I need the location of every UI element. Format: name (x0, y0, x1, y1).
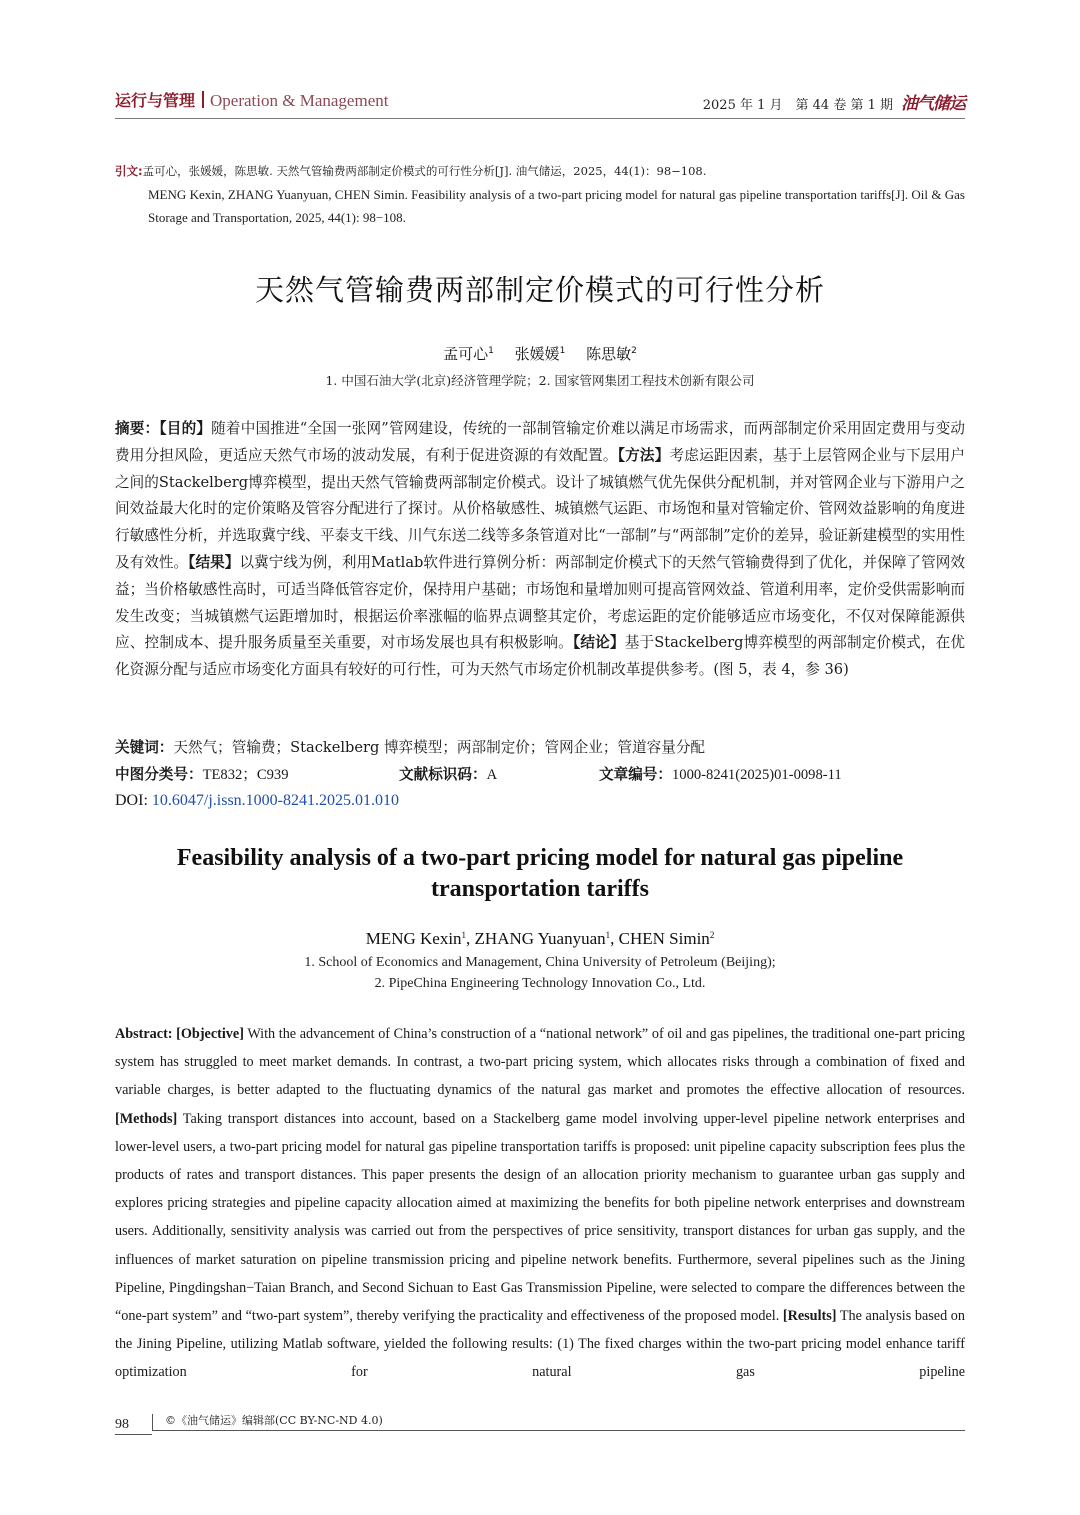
section-label-en: Operation & Management (210, 91, 389, 110)
author-name: CHEN Simin (618, 929, 710, 948)
page-number: 98 (115, 1417, 129, 1432)
author-affil-mark: 2 (631, 346, 637, 356)
doi-label: DOI: (115, 792, 148, 809)
running-header (115, 84, 965, 119)
copyright-notice: ©《油气储运》编辑部(CC BY-NC-ND 4.0) (165, 1414, 383, 1427)
author-affil-mark: 1 (605, 930, 611, 940)
objective-tag-en: [Objective] (176, 1026, 244, 1042)
author-name: 孟可心 (443, 345, 489, 363)
affiliation-en-line: 2. PipeChina Engineering Technology Innovation Co., Ltd. (374, 976, 706, 991)
footer-divider (152, 1414, 153, 1431)
citation-cn: 孟可心，张媛媛，陈思敏. 天然气管输费两部制定价模式的可行性分析[J]. 油气储运，2025，44(1)：98−108. (142, 164, 707, 178)
clc-value: TE832；C939 (202, 767, 289, 783)
doc-label: 文献标识码： (399, 766, 487, 783)
author-affil-mark: 1 (488, 346, 494, 356)
affiliation-en (0, 952, 1080, 994)
results-cn: 以冀宁线为例，利用Matlab软件进行算例分析：两部制定价模式下的天然气管输费得到了优化，并保障了管网效益；当价格敏感性高时，可适当降低管容定价，保持用户基础；市场饱和量增加则可提高管网效益、管道利用率，定价受供需影响而发生改变；当城镇燃气运距增加时，根据运价率涨幅的临界点调整其定价，考虑运距的定价能够适应市场变化，不仅对保障能源供应、控制成本、提升服务质量至关重要，对市场发展也具有积极影响。 (115, 553, 965, 652)
page-footer (115, 1412, 965, 1432)
keywords-text: 天然气；管输费；Stackelberg 博弈模型；两部制定价；管网企业；管道容量分配 (173, 739, 706, 756)
results-tag-cn: 【结果】 (188, 553, 240, 571)
author-name: 张媛媛 (514, 345, 560, 363)
keywords-label: 关键词： (115, 739, 174, 756)
abstract-cn (115, 416, 965, 684)
article-value: 1000-8241(2025)01-0098-11 (671, 767, 842, 783)
doi-link[interactable]: 10.6047/j.issn.1000-8241.2025.01.010 (151, 792, 400, 809)
article-label: 文章编号： (599, 766, 672, 783)
abstract-en (115, 1020, 965, 1387)
citation-en: MENG Kexin, ZHANG Yuanyuan, CHEN Simin. Feasibility analysis of a two-part pricing model for natural gas pipeline transportation tariffs[J]. Oil & Gas Storage and Transportation, 2025, 44(1): 98−108. (148, 187, 965, 225)
abstract-cn-label: 摘要： (115, 420, 160, 437)
issue-info (703, 89, 965, 114)
methods-tag-cn: 【方法】 (617, 446, 670, 464)
page-title-cn: 天然气管输费两部制定价模式的可行性分析 (254, 273, 825, 307)
author-cn (586, 345, 637, 363)
author-cn (443, 345, 494, 363)
issue-text: 2025 年 1 月 第 44 卷 第 1 期 (702, 98, 893, 113)
author-name: MENG Kexin (365, 929, 462, 948)
methods-cn: 考虑运距因素，基于上层管网企业与下层用户之间的Stackelberg博弈模型，提出天然气管输费两部制定价模式。设计了城镇燃气优先保供分配机制，并对管网企业与下游用户之间效益最大化时的定价策略及管容分配进行了探讨。从价格敏感性、城镇燃气运距、市场饱和量对管输定价、管网效益影响的角度进行敏感性分析，并选取冀宁线、平泰支干线、川气东送二线等多条管道对比“一部制”与“两部制”定价的差异，验证新建模型的实用性及有效性。 (115, 446, 965, 571)
footer-divider (115, 1434, 152, 1435)
author-en (619, 929, 715, 948)
author-name: ZHANG Yuanyuan (474, 929, 606, 948)
objective-en: With the advancement of China’s construction of a “national network” of oil and gas pipelines, the traditional one-part pricing system has struggled to meet market demands. In contrast, a two-part pricing system, which allocates risks through a combination of fixed and variable charges, is better adapted to the fluctuating dynamics of the natural gas market and promotes the effective allocation of resources. (115, 1026, 966, 1099)
section-label-cn: 运行与管理 (115, 91, 196, 110)
classification-line (115, 763, 965, 784)
author-affil-mark: 2 (709, 930, 715, 940)
author-en (475, 929, 611, 948)
conclusion-cn: 基于Stackelberg博弈模型的两部制定价模式，在优化资源分配与适应市场变化方面具有较好的可行性，可为天然气市场定价机制改革提供参考。(图 5，表 4，参 36) (115, 634, 965, 679)
authors-cn (0, 343, 1080, 364)
clc-label: 中图分类号： (115, 766, 203, 783)
author-affil-mark: 1 (559, 346, 566, 356)
author-en (366, 929, 466, 948)
document-code (399, 763, 497, 784)
methods-tag-en: [Methods] (115, 1110, 178, 1127)
clc-code (115, 766, 289, 783)
citation-cn-line (115, 160, 965, 183)
results-tag-en: [Results] (782, 1308, 837, 1325)
author-name: 陈思敏 (586, 345, 632, 363)
objective-tag-cn: 【目的】 (159, 420, 212, 437)
keywords-cn (115, 736, 965, 757)
section-label (115, 88, 388, 111)
footer-divider (152, 1430, 965, 1431)
results-en: The analysis based on the Jining Pipeline, utilizing Matlab software, yielded the following results: (1) The fixed charges within the two-part pricing model enhance tariff optimization for natural gas pipeline (115, 1308, 965, 1381)
author-affil-mark: 1 (461, 930, 467, 940)
affiliation-cn: 1. 中国石油大学(北京)经济管理学院；2. 国家管网集团工程技术创新有限公司 (325, 373, 755, 388)
objective-cn: 随着中国推进“全国一张网”管网建设，传统的一部制管输定价难以满足市场需求，而两部制定价采用固定费用与变动费用分担风险，更适应天然气市场的波动发展，有利于促进资源的有效配置。 (115, 420, 965, 464)
page-title-en: Feasibility analysis of a two-part pricing model for natural gas pipeline transportation tariffs (176, 845, 904, 902)
abstract-en-label: Abstract: (115, 1026, 173, 1042)
conclusion-tag-cn: 【结论】 (572, 634, 625, 652)
methods-en: Taking transport distances into account, based on a Stackelberg game model involving upper-level pipeline network enterprises and lower-level users, a two-part pricing model for natural gas pipeline transportation tariffs is proposed: unit pipeline capacity subscription fees plus the products of rates and transport distances. This paper presents the design of an allocation priority mechanism to guarantee urban gas supply and explores pricing strategies and pipeline capacity allocation aimed at maximizing the benefits for both pipeline network enterprises and downstream users. Additionally, sensitivity analysis was carried out from the perspectives of price sensitivity, transport distances for urban gas supply, and the influences of market saturation on pipeline transmission pricing and pipeline network benefits. Furthermore, several pipelines such as the Jining Pipeline, Pingdingshan−Taian Branch, and Second Sichuan to East Gas Transmission Pipeline, were selected to compare the differences between the “one-part system” and “two-part system”, thereby verifying the practicality and effectiveness of the proposed model. (115, 1110, 965, 1325)
doi-line (115, 792, 965, 810)
citation-block (115, 160, 965, 229)
affiliation-en-line: 1. School of Economics and Management, China University of Petroleum (Beijing); (304, 955, 776, 970)
authors-en: MENG Kexin$^1$, ZHANG Yuanyuan$^1$, CHEN Simin$^2$ (365, 929, 715, 948)
doc-value: A (486, 767, 498, 783)
article-number (599, 763, 842, 784)
citation-label: 引文: (115, 164, 143, 178)
journal-logo: 油气储运 (901, 94, 965, 114)
section-divider (202, 91, 204, 108)
author-cn (515, 345, 566, 363)
